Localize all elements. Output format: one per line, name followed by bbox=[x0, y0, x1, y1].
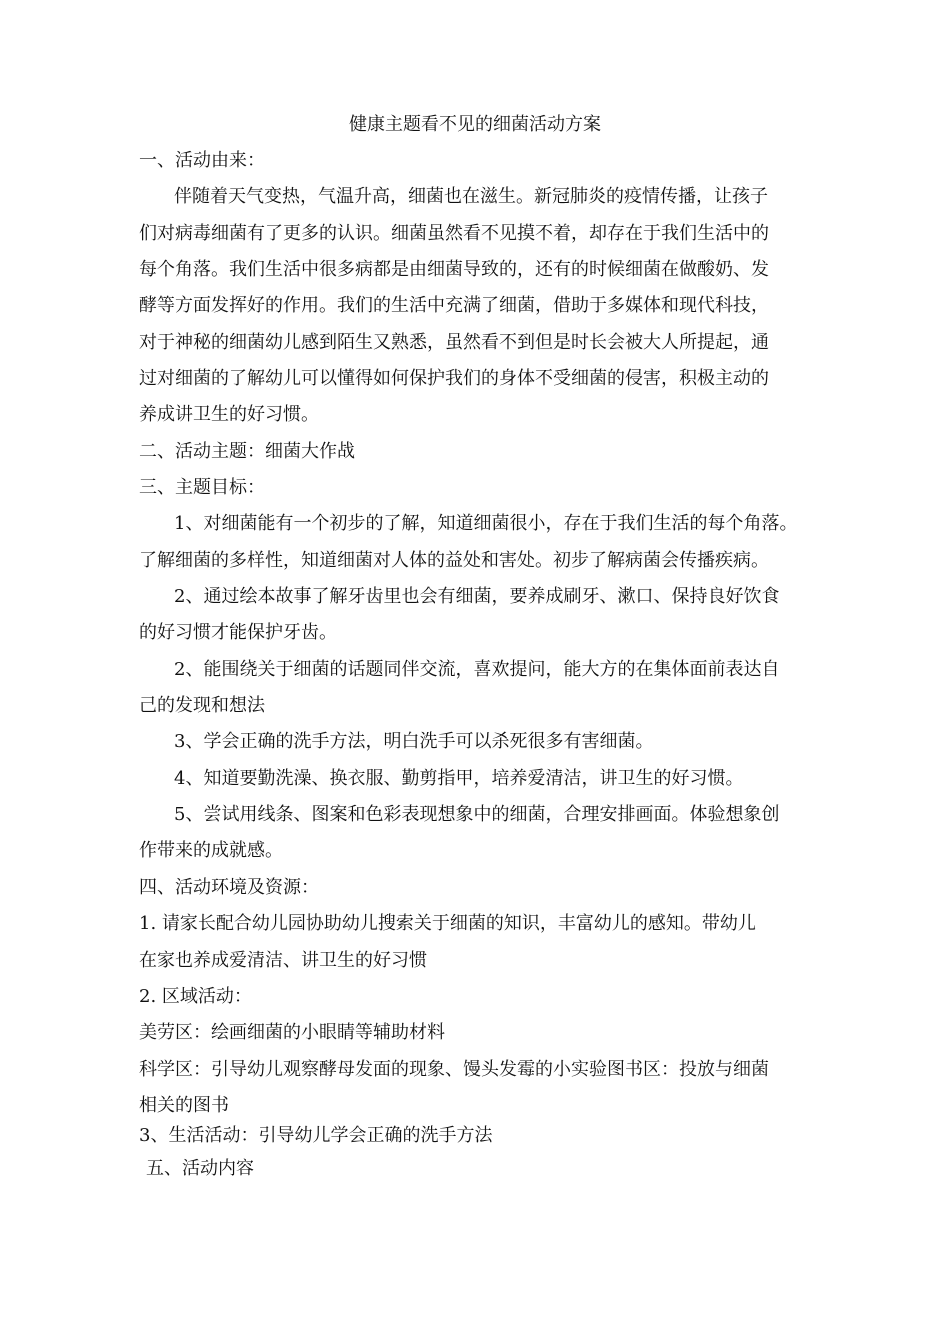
paragraph-line: 对于神秘的细菌幼儿感到陌生又熟悉，虽然看不到但是时长会被大人所提起，通 bbox=[139, 332, 769, 353]
goal-line: 己的发现和想法 bbox=[139, 695, 265, 716]
paragraph-line: 们对病毒细菌有了更多的认识。细菌虽然看不见摸不着，却存在于我们生活中的 bbox=[139, 223, 769, 244]
paragraph-line: 过对细菌的了解幼儿可以懂得如何保护我们的身体不受细菌的侵害，积极主动的 bbox=[139, 368, 769, 389]
document-title: 健康主题看不见的细菌活动方案 bbox=[349, 114, 601, 135]
resource-line: 1. 请家长配合幼儿园协助幼儿搜索关于细菌的知识，丰富幼儿的感知。带幼儿 bbox=[139, 913, 756, 934]
section-heading-theme: 二、活动主题：细菌大作战 bbox=[139, 441, 355, 462]
paragraph-line: 养成讲卫生的好习惯。 bbox=[139, 404, 319, 425]
section-heading-goals: 三、主题目标： bbox=[139, 477, 265, 498]
paragraph-line: 酵等方面发挥好的作用。我们的生活中充满了细菌，借助于多媒体和现代科技， bbox=[139, 295, 769, 316]
resource-line: 在家也养成爱清洁、讲卫生的好习惯 bbox=[139, 950, 427, 971]
goal-line: 3、学会正确的洗手方法，明白洗手可以杀死很多有害细菌。 bbox=[174, 731, 654, 752]
section-heading-content: 五、活动内容 bbox=[146, 1158, 254, 1179]
resource-line: 美劳区：绘画细菌的小眼睛等辅助材料 bbox=[139, 1022, 445, 1043]
goal-line: 2、通过绘本故事了解牙齿里也会有细菌，要养成刷牙、漱口、保持良好饮食 bbox=[174, 586, 780, 607]
resource-line: 科学区：引导幼儿观察酵母发面的现象、馒头发霉的小实验图书区：投放与细菌 bbox=[139, 1059, 769, 1080]
goal-line: 了解细菌的多样性，知道细菌对人体的益处和害处。初步了解病菌会传播疾病。 bbox=[139, 550, 769, 571]
paragraph-line: 每个角落。我们生活中很多病都是由细菌导致的，还有的时候细菌在做酸奶、发 bbox=[139, 259, 769, 280]
goal-line: 5、尝试用线条、图案和色彩表现想象中的细菌，合理安排画面。体验想象创 bbox=[174, 804, 780, 825]
resource-line: 3、生活活动：引导幼儿学会正确的洗手方法 bbox=[139, 1125, 493, 1146]
goal-line: 1、对细菌能有一个初步的了解，知道细菌很小，存在于我们生活的每个角落。 bbox=[174, 513, 798, 534]
goal-line: 作带来的成就感。 bbox=[139, 840, 283, 861]
section-heading-resources: 四、活动环境及资源： bbox=[139, 877, 319, 898]
section-heading-origin: 一、活动由来： bbox=[139, 150, 265, 171]
resource-line: 相关的图书 bbox=[139, 1095, 229, 1116]
goal-line: 的好习惯才能保护牙齿。 bbox=[139, 622, 337, 643]
paragraph-line: 伴随着天气变热，气温升高，细菌也在滋生。新冠肺炎的疫情传播，让孩子 bbox=[174, 186, 768, 207]
resource-line: 2. 区域活动： bbox=[139, 986, 252, 1007]
goal-line: 4、知道要勤洗澡、换衣服、勤剪指甲，培养爱清洁，讲卫生的好习惯。 bbox=[174, 768, 744, 789]
goal-line: 2、能围绕关于细菌的话题同伴交流，喜欢提问，能大方的在集体面前表达自 bbox=[174, 659, 780, 680]
